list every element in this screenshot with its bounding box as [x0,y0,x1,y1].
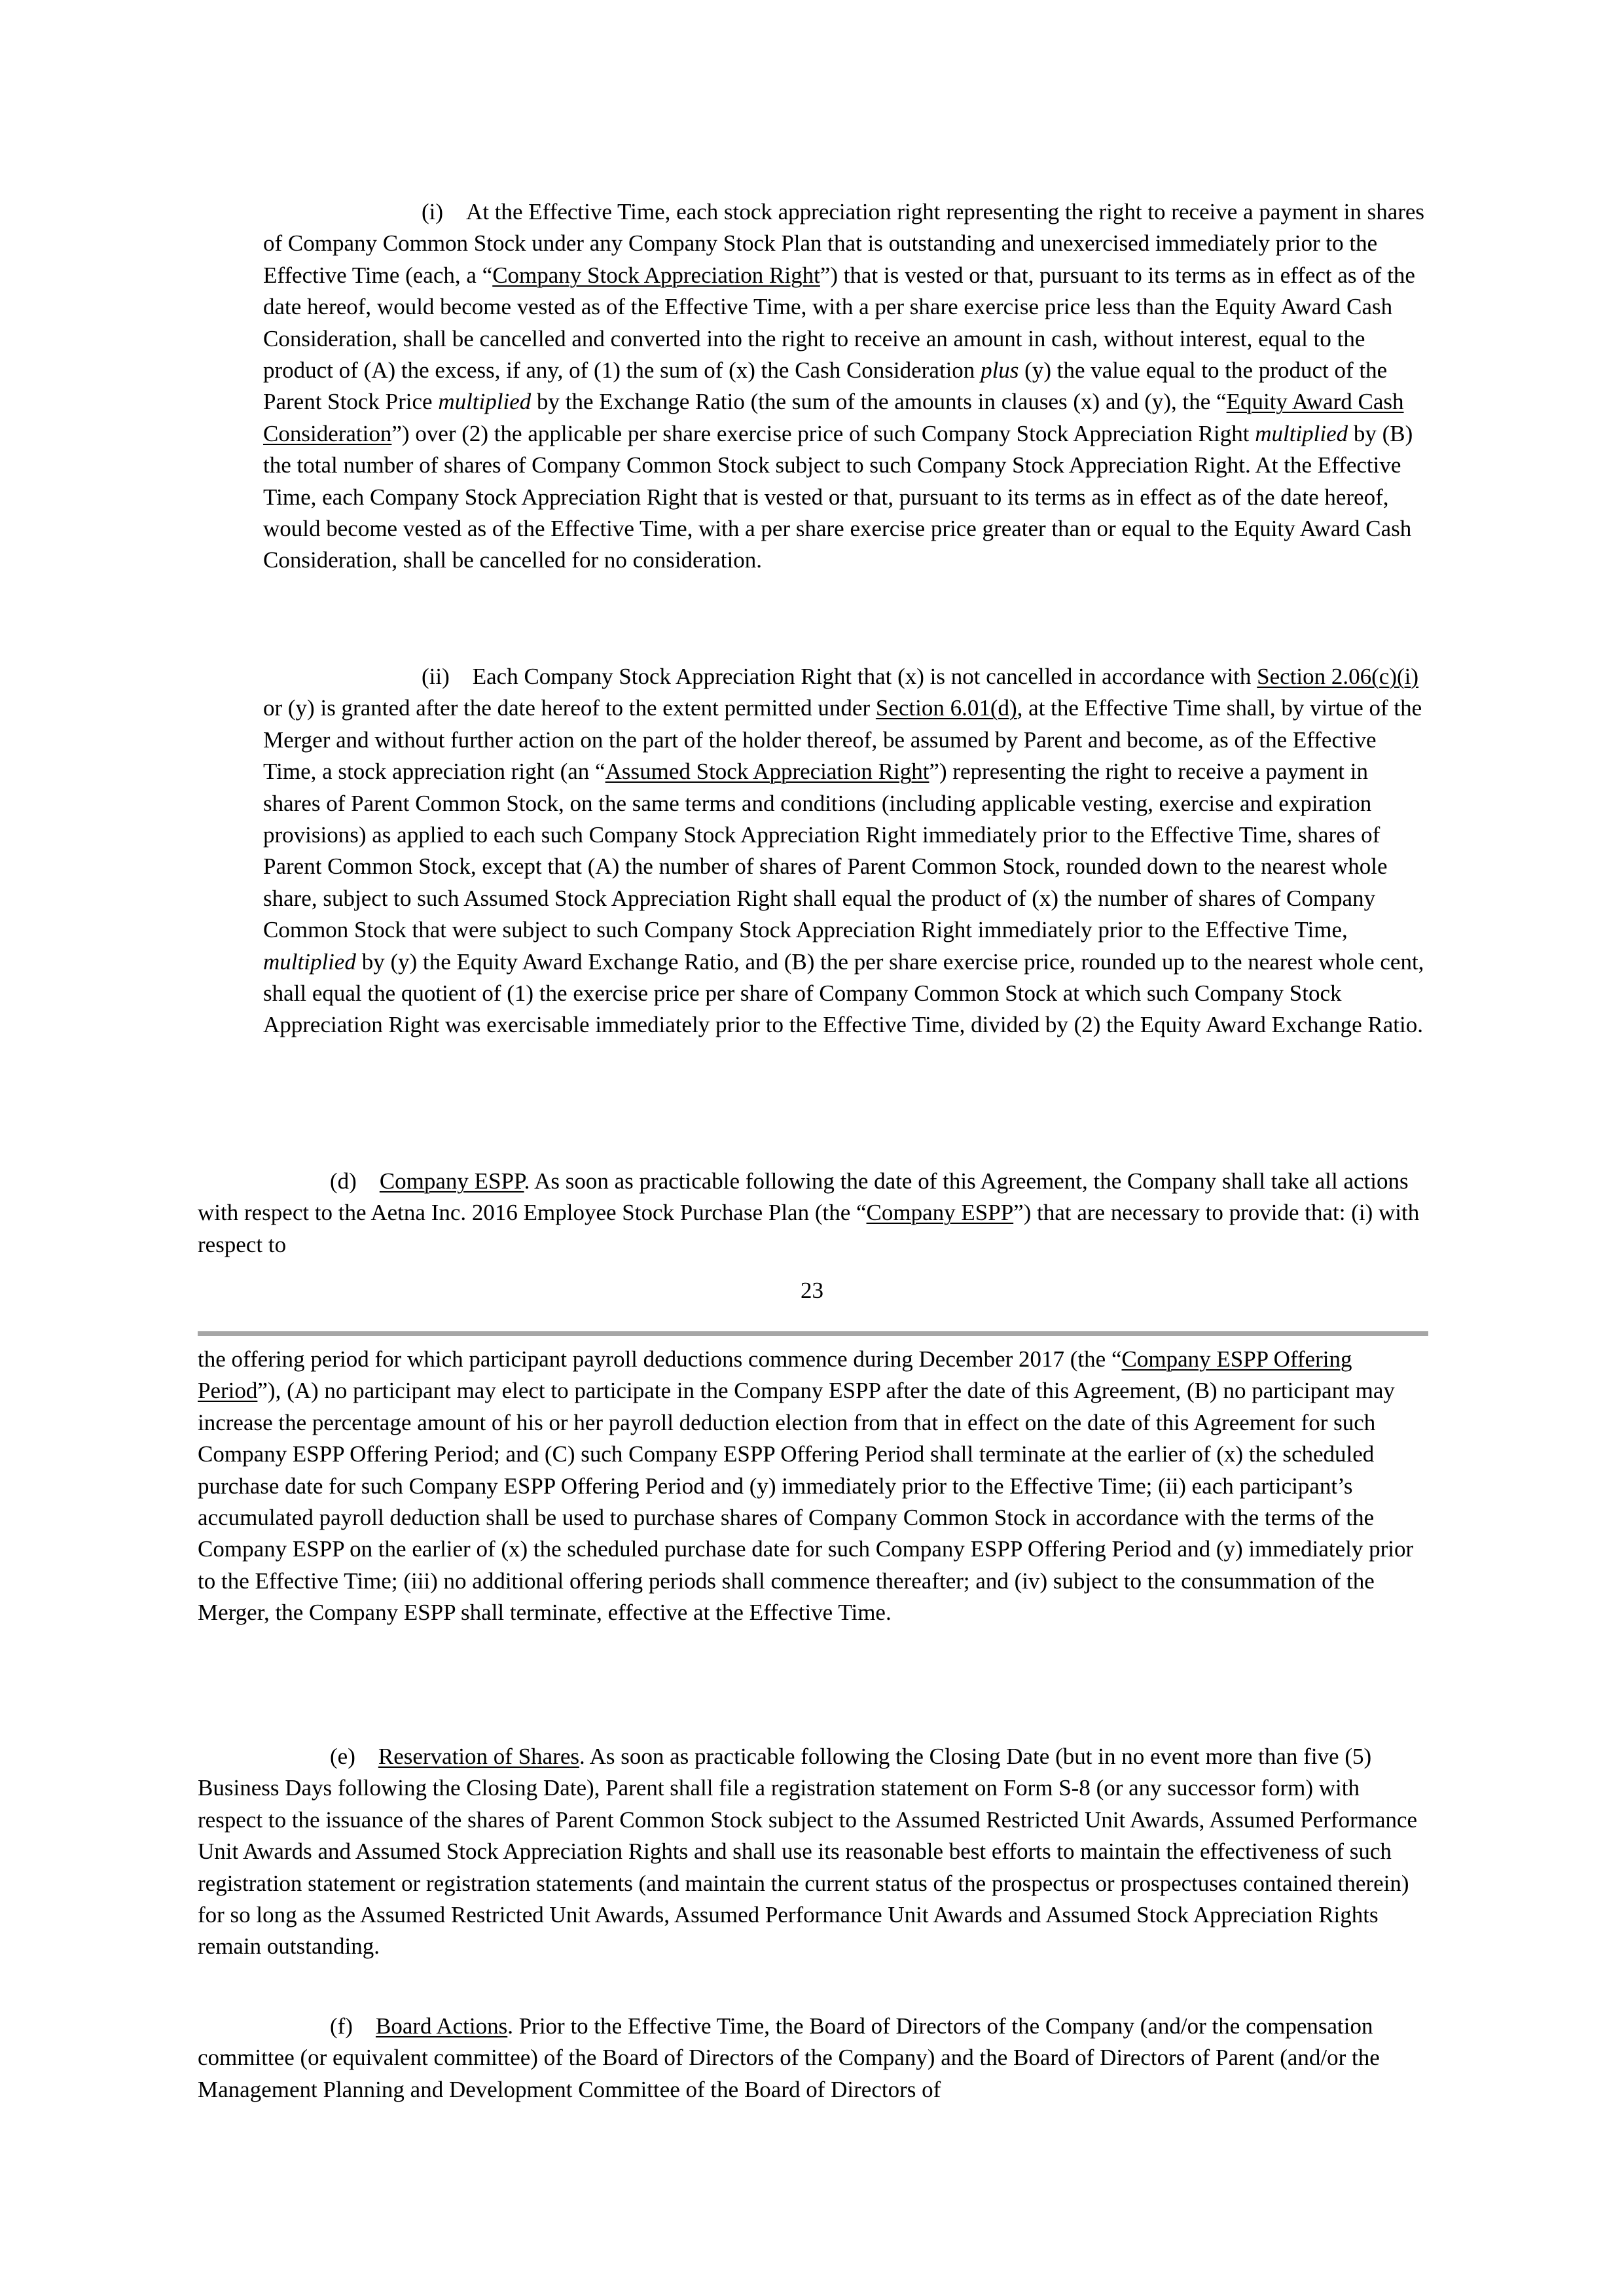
defined-term: Company ESPP [866,1200,1014,1226]
clause-text: ”) representing the right to receive a payment in shares of Parent Common Stock, on the same terms and conditions (including applicable vesting, exercise and expiration provisions) as applied to each such Company Stock Appreciation Right immediately prior to the Effective Time, shares of Parent Common Stock, except that (A) the number of shares of Parent Common Stock, rounded down to the nearest whole share, subject to such Assumed Stock Appreciation Right shall equal the product of (x) the number of shares of Company Common Stock that were subject to such Company Stock Appreciation Right immediately prior to the Effective Time, [263,759,1388,943]
section-heading: Reservation of Shares [378,1744,579,1769]
section-e-paragraph [198,1741,1428,1963]
page-number: 23 [801,1278,823,1303]
clause-text: , at the Effective Time shall, by virtue of the Merger and without further action on the part of the holder thereof, be assumed by Parent and become, as of the Effective Time, a stock appreciation right (an “ [263,695,1422,785]
clause-text: by the Exchange Ratio (the sum of the amounts in clauses (x) and (y), the “ [531,389,1227,415]
clause-text: (y) the value equal to the product of the Parent Stock Price [263,357,1388,415]
section-f-paragraph [198,2011,1428,2106]
section-reference: Section 2.06(c)(i) [1257,664,1419,689]
page-break-divider [198,1331,1428,1336]
section-d-paragraph [198,1166,1428,1261]
section-text: ”) that are necessary to provide that: (i) with respect to [198,1200,1420,1257]
clause-text: ”) over (2) the applicable per share exercise price of such Company Stock Appreciation Right [391,420,1255,446]
clause-c-i-paragraph [263,196,1428,577]
defined-term: Company Stock Appreciation Right [492,262,820,288]
defined-term: Company ESPP Offering Period [198,1346,1352,1404]
section-text: the offering period for which participant payroll deductions commence during December 2017 (the “ [198,1346,1122,1372]
clause-text: by (y) the Equity Award Exchange Ratio, and (B) the per share exercise price, rounded up to the nearest whole cent, shall equal the quotient of (1) the exercise price per share of Company Common Stock at which such Company Stock Appreciation Right was exercisable immediately prior to the Effective Time, divided by (2) the Equity Award Exchange Ratio. [263,948,1424,1038]
emphasis-text: multiplied [1255,420,1348,446]
clause-label: (ii) [422,664,450,689]
section-text: . As soon as practicable following the Closing Date (but in no event more than five (5) Business Days following the Closing Date), Parent shall file a registration statement on Form S-8 (or any successor form) with respect to the issuance of the shares of Parent Common Stock subject to the Assumed Restricted Unit Awards, Assumed Performance Unit Awards and Assumed Stock Appreciation Rights and shall use its reasonable best efforts to maintain the effectiveness of such registration statement or registration statements (and maintain the current status of the prospectus or prospectuses contained therein) for so long as the Assumed Restricted Unit Awards, Assumed Performance Unit Awards and Assumed Stock Appreciation Rights remain outstanding. [198,1744,1418,1960]
section-label: (d) [330,1168,357,1194]
emphasis-text: multiplied [263,948,356,975]
section-reference: Section 6.01(d) [875,695,1017,721]
clause-text: At the Effective Time, each stock appreciation right representing the right to receive a payment in shares of Company Common Stock under any Company Stock Plan that is outstanding and unexercised immediately prior to the Effective Time (each, a “ [263,199,1425,288]
defined-term: Equity Award Cash Consideration [263,389,1404,446]
emphasis-text: multiplied [438,389,532,415]
clause-text: or (y) is granted after the date hereof to the extent permitted under [263,695,876,721]
defined-term: Assumed Stock Appreciation Right [605,759,929,785]
emphasis-text: plus [981,357,1019,384]
section-text: . As soon as practicable following the date of this Agreement, the Company shall take all actions with respect to the Aetna Inc. 2016 Employee Stock Purchase Plan (the “ [198,1168,1409,1226]
section-heading: Board Actions [375,2013,508,2039]
section-d-continuation-paragraph [198,1344,1428,1629]
clause-text: Each Company Stock Appreciation Right that (x) is not cancelled in accordance with [472,664,1257,689]
section-heading: Company ESPP [379,1168,524,1194]
clause-text: by (B) the total number of shares of Company Common Stock subject to such Company Stock Appreciation Right. At the Effective Time, each Company Stock Appreciation Right that is vested or that, pursuant to its terms as in effect as of the date hereof, would become vested as of the Effective Time, with a per share exercise price greater than or equal to the Equity Award Cash Consideration, shall be cancelled for no consideration. [263,420,1413,573]
section-text: ”), (A) no participant may elect to participate in the Company ESPP after the date of this Agreement, (B) no participant may increase the percentage amount of his or her payroll deduction election from that in effect on the date of this Agreement for such Company ESPP Offering Period; and (C) such Company ESPP Offering Period shall terminate at the earlier of (x) the scheduled purchase date for such Company ESPP Offering Period and (y) immediately prior to the Effective Time; (ii) each participant’s accumulated payroll deduction shall be used to purchase shares of Company Common Stock in accordance with the terms of the Company ESPP on the earlier of (x) the scheduled purchase date for such Company ESPP Offering Period and (y) immediately prior to the Effective Time; (iii) no additional offering periods shall commence thereafter; and (iv) subject to the consummation of the Merger, the Company ESPP shall terminate, effective at the Effective Time. [198,1378,1414,1626]
clause-label: (i) [422,199,444,224]
section-label: (f) [330,2013,353,2039]
section-label: (e) [330,1744,355,1769]
section-text: . Prior to the Effective Time, the Board of Directors of the Company (and/or the compensation committee (or equivalent committee) of the Board of Directors of the Company) and the Board of Directors of Parent (and/or the Management Planning and Development Committee of the Board of Directors of [198,2013,1380,2102]
clause-text: ”) that is vested or that, pursuant to its terms as in effect as of the date hereof, would become vested as of the Effective Time, with a per share exercise price less than the Equity Award Cash Consideration, shall be cancelled and converted into the right to receive an amount in cash, without interest, equal to the product of (A) the excess, if any, of (1) the sum of (x) the Cash Consideration [263,262,1415,384]
clause-c-ii-paragraph [263,661,1428,1041]
